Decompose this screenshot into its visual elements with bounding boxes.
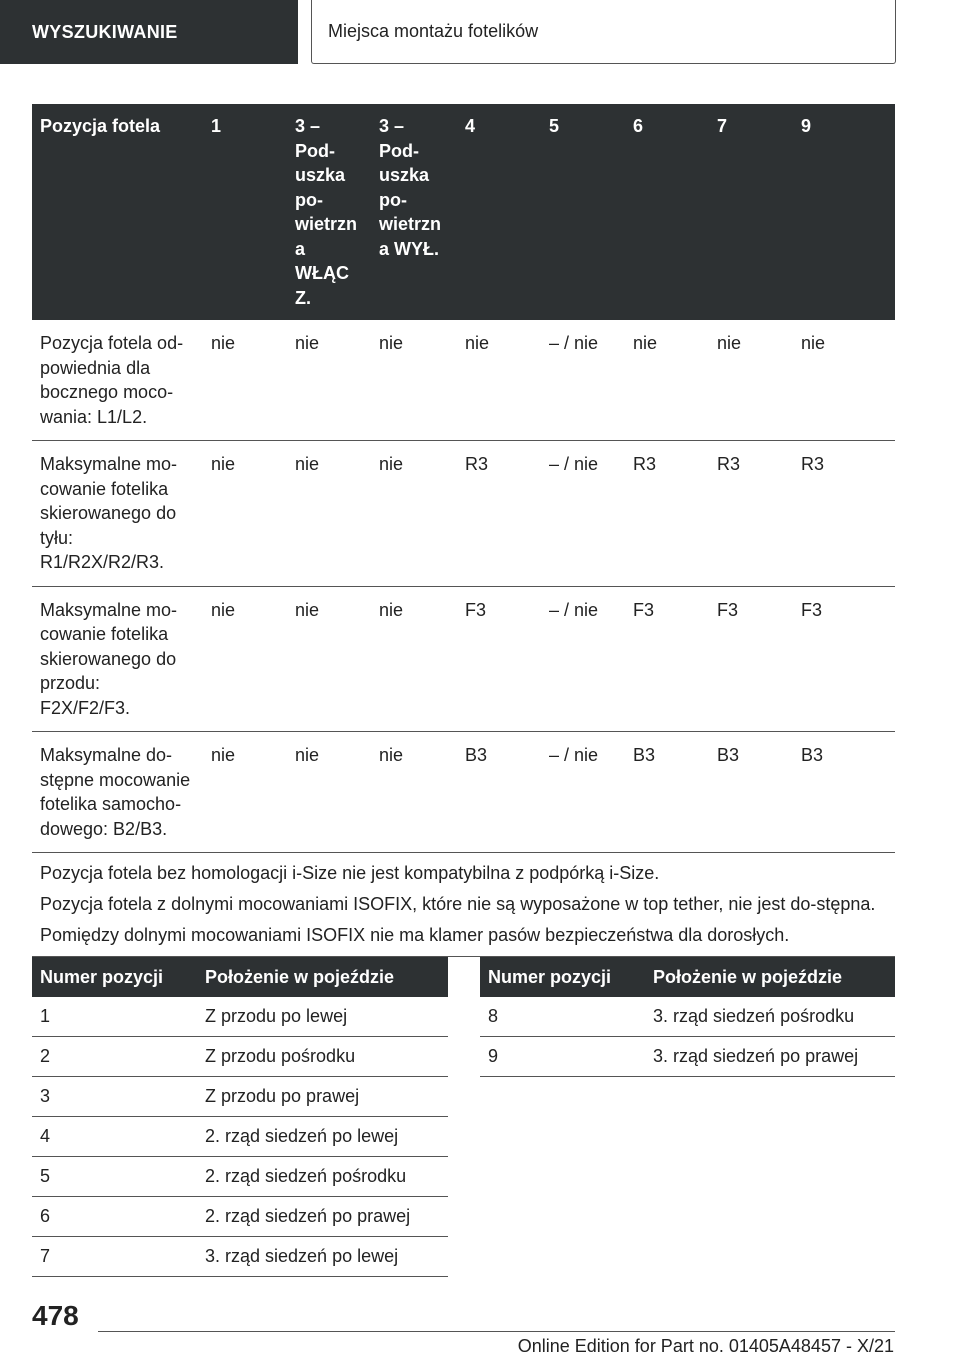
header-cell: Położenie w pojeździe	[645, 957, 895, 997]
header-cell: Położenie w pojeździe	[197, 957, 448, 997]
position-number: 6	[32, 1197, 197, 1237]
note-line: Pomiędzy dolnymi mocowaniami ISOFIX nie ma klamer pasów bezpieczeństwa dla dorosłych.	[40, 925, 790, 945]
position-location: Z przodu po prawej	[197, 1077, 448, 1117]
notes-row	[32, 853, 895, 957]
row-label: Pozycja fotela od-powiednia dla bocznego moco-wania: L1/L2.	[32, 320, 203, 441]
header-line: 6	[633, 116, 644, 136]
header-cell	[541, 104, 625, 320]
table-cell: – / nie	[541, 441, 625, 587]
row-label: Maksymalne do-stępne mocowanie fotelika samocho-dowego: B2/B3.	[32, 732, 203, 853]
header-line: wietrzn	[379, 214, 442, 234]
position-number: 9	[480, 1037, 645, 1077]
header-line: Pod-	[295, 140, 335, 161]
position-number: 4	[32, 1117, 197, 1157]
page-number: 478	[32, 1300, 79, 1331]
header-cell: Numer pozycji	[480, 957, 645, 997]
table-row	[32, 732, 895, 853]
table-header-row	[32, 104, 895, 320]
header-cell	[793, 104, 895, 320]
header-line: 5	[549, 116, 560, 136]
position-location: Z przodu pośrodku	[197, 1037, 448, 1077]
header-cell	[457, 104, 541, 320]
header-line: Pod-	[379, 140, 419, 161]
table-cell: nie	[709, 320, 793, 441]
edition-footer: Online Edition for Part no. 01405A48457 - X/21	[517, 1336, 894, 1356]
table-row	[32, 997, 448, 1037]
position-location: 3. rząd siedzeń po prawej	[645, 1037, 895, 1077]
table-row	[32, 586, 895, 732]
header-line: 3 –	[379, 116, 405, 136]
table-row	[480, 997, 895, 1037]
header-cell	[625, 104, 709, 320]
note-line: Pozycja fotela z dolnymi mocowaniami ISOFIX, które nie są wyposażone w top tether, nie jest do-stępna.	[40, 894, 876, 914]
header-cell: Numer pozycji	[32, 957, 197, 997]
table-cell: nie	[625, 320, 709, 441]
position-location: 2. rząd siedzeń po prawej	[197, 1197, 448, 1237]
page-header	[0, 0, 960, 66]
table-row	[32, 1037, 448, 1077]
table-notes	[32, 853, 895, 957]
position-number: 8	[480, 997, 645, 1037]
table-row	[32, 1237, 448, 1277]
header-line: po-	[295, 189, 323, 210]
header-line: uszka	[379, 165, 430, 185]
position-location: 2. rząd siedzeń po lewej	[197, 1117, 448, 1157]
table-cell: F3	[793, 586, 895, 732]
header-line: 1	[211, 116, 222, 136]
child-seat-table	[32, 104, 895, 957]
position-number: 2	[32, 1037, 197, 1077]
table-cell: nie	[287, 320, 371, 441]
table-cell: B3	[625, 732, 709, 853]
table-cell: nie	[371, 441, 457, 587]
header-line: 4	[465, 116, 476, 136]
header-line: 7	[717, 116, 728, 136]
table-cell: B3	[457, 732, 541, 853]
row-label: Maksymalne mo-cowanie fotelika skierowanego do przodu: F2X/F2/F3.	[32, 586, 203, 732]
table-cell: F3	[457, 586, 541, 732]
header-line: wietrzn	[295, 214, 358, 234]
position-location: 3. rząd siedzeń pośrodku	[645, 997, 895, 1037]
header-line: uszka	[295, 165, 346, 185]
header-line: 3 –	[295, 116, 321, 136]
table-cell: R3	[457, 441, 541, 587]
table-cell: B3	[793, 732, 895, 853]
header-line: 9	[801, 116, 812, 136]
header-cell	[371, 104, 457, 320]
table-cell: nie	[287, 732, 371, 853]
table-row	[32, 320, 895, 441]
header-line: Z.	[295, 287, 311, 308]
table-cell: nie	[371, 320, 457, 441]
position-location: Z przodu po lewej	[197, 997, 448, 1037]
table-cell: nie	[203, 732, 287, 853]
position-location: 2. rząd siedzeń pośrodku	[197, 1157, 448, 1197]
chapter-title: Miejsca montażu fotelików	[311, 0, 896, 64]
header-cell	[709, 104, 793, 320]
header-cell	[287, 104, 371, 320]
table-cell: nie	[457, 320, 541, 441]
header-line: a WYŁ.	[379, 238, 440, 259]
table-cell: nie	[371, 586, 457, 732]
table-cell: nie	[287, 441, 371, 587]
position-number: 7	[32, 1237, 197, 1277]
position-number: 1	[32, 997, 197, 1037]
footer-divider	[98, 1331, 895, 1332]
position-number: 5	[32, 1157, 197, 1197]
header-line: a	[295, 238, 306, 259]
table-cell: nie	[203, 586, 287, 732]
header-line: po-	[379, 189, 407, 210]
table-cell: nie	[371, 732, 457, 853]
table-row	[32, 1117, 448, 1157]
table-row	[32, 1077, 448, 1117]
table-header-row	[480, 957, 895, 997]
header-cell	[203, 104, 287, 320]
header-line: WŁĄC	[295, 263, 349, 283]
table-cell: – / nie	[541, 732, 625, 853]
table-row	[480, 1037, 895, 1077]
header-cell	[32, 104, 203, 320]
row-label: Maksymalne mo-cowanie fotelika skierowanego do tyłu: R1/R2X/R2/R3.	[32, 441, 203, 587]
table-row	[32, 1157, 448, 1197]
table-header-row	[32, 957, 448, 997]
table-cell: F3	[709, 586, 793, 732]
header-line: Pozycja fotela	[40, 116, 161, 136]
table-cell: B3	[709, 732, 793, 853]
table-cell: R3	[625, 441, 709, 587]
table-row	[32, 1197, 448, 1237]
table-cell: – / nie	[541, 586, 625, 732]
table-cell: – / nie	[541, 320, 625, 441]
table-cell: nie	[203, 441, 287, 587]
positions-table-left	[32, 957, 448, 1277]
section-tab[interactable]: WYSZUKIWANIE	[0, 0, 298, 64]
table-row	[32, 441, 895, 587]
note-line: Pozycja fotela bez homologacji i-Size nie jest kompatybilna z podpórką i-Size.	[40, 863, 660, 883]
table-cell: nie	[203, 320, 287, 441]
table-cell: F3	[625, 586, 709, 732]
position-location: 3. rząd siedzeń po lewej	[197, 1237, 448, 1277]
table-cell: nie	[287, 586, 371, 732]
table-cell: R3	[709, 441, 793, 587]
position-number: 3	[32, 1077, 197, 1117]
table-cell: nie	[793, 320, 895, 441]
table-cell: R3	[793, 441, 895, 587]
positions-table-right	[480, 957, 895, 1077]
